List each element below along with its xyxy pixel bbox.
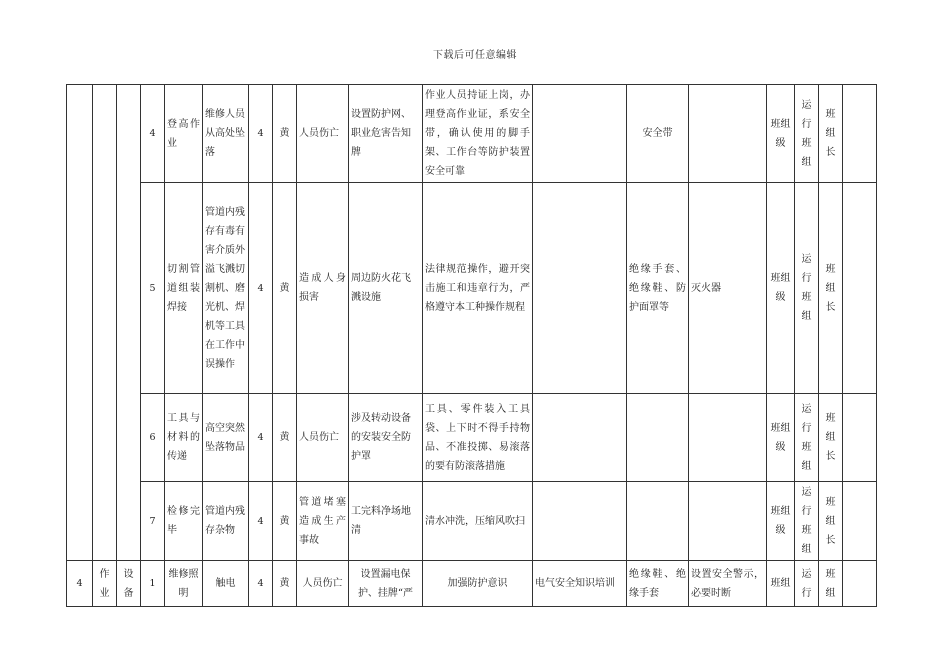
cell-level-control: 班组 <box>767 561 795 607</box>
cell-emergency: 灭火器 <box>689 183 767 394</box>
cell-management: 作业人员持证上岗，办理登高作业证，系安全带，确认使用的脚手架、工作台等防护装置安全可靠 <box>423 85 533 183</box>
cell-step: 工具与材料的传递 <box>165 394 203 482</box>
cell-color: 黄 <box>273 561 297 607</box>
table-row <box>67 394 877 482</box>
cell-category: 作业 <box>93 561 117 607</box>
cell-engineering: 设置防护网、职业危害告知牌 <box>349 85 423 183</box>
cell-consequence: 人员伤亡 <box>297 85 349 183</box>
cell-ppe <box>627 482 689 561</box>
cell-hazard: 管道内残存有毒有害介质外溢飞溅切割机、磨光机、焊机等工具在工作中误操作 <box>203 183 249 394</box>
cell-dept: 运行班组 <box>795 183 819 394</box>
cell-hazard: 高空突然坠落物品 <box>203 394 249 482</box>
cell-consequence: 人员伤亡 <box>297 561 349 607</box>
cell-category-continued <box>93 85 117 561</box>
cell-color: 黄 <box>273 183 297 394</box>
cell-person: 班组 <box>819 561 843 607</box>
cell-seq: 4 <box>67 561 93 607</box>
cell-level-control: 班组级 <box>767 183 795 394</box>
cell-object: 设备 <box>117 561 141 607</box>
cell-ppe: 绝缘手套、绝缘鞋、防护面罩等 <box>627 183 689 394</box>
cell-step: 检修完毕 <box>165 482 203 561</box>
cell-training: 电气安全知识培训 <box>533 561 627 607</box>
cell-training <box>533 482 627 561</box>
cell-engineering: 周边防火花飞溅设施 <box>349 183 423 394</box>
cell-dept: 运行班组 <box>795 482 819 561</box>
cell-step: 切割管道组装焊接 <box>165 183 203 394</box>
cell-dept: 运行班组 <box>795 394 819 482</box>
table-row <box>67 85 877 183</box>
cell-no: 5 <box>141 183 165 394</box>
cell-management: 法律规范操作，避开突击施工和违章行为，严格遵守本工种操作规程 <box>423 183 533 394</box>
cell-emergency <box>689 85 767 183</box>
cell-emergency <box>689 482 767 561</box>
cell-blank <box>843 561 877 607</box>
cell-object-continued <box>117 85 141 561</box>
cell-engineering: 工完料净场地清 <box>349 482 423 561</box>
cell-emergency <box>689 394 767 482</box>
cell-training <box>533 183 627 394</box>
cell-training <box>533 85 627 183</box>
cell-training <box>533 394 627 482</box>
cell-blank <box>843 85 877 183</box>
cell-color: 黄 <box>273 482 297 561</box>
hazard-control-table <box>66 84 877 607</box>
cell-emergency: 设置安全警示，必要时断 <box>689 561 767 607</box>
cell-consequence: 造成人身损害 <box>297 183 349 394</box>
cell-dept: 运行班组 <box>795 85 819 183</box>
cell-level: 4 <box>249 482 273 561</box>
cell-blank <box>843 482 877 561</box>
cell-blank <box>843 394 877 482</box>
cell-consequence: 人员伤亡 <box>297 394 349 482</box>
cell-person: 班组长 <box>819 482 843 561</box>
cell-person: 班组长 <box>819 85 843 183</box>
table-row <box>67 561 877 607</box>
cell-blank <box>843 183 877 394</box>
cell-level: 4 <box>249 561 273 607</box>
cell-no: 7 <box>141 482 165 561</box>
cell-engineering: 涉及转动设备的安装安全防护罩 <box>349 394 423 482</box>
cell-no: 6 <box>141 394 165 482</box>
cell-level-control: 班组级 <box>767 482 795 561</box>
cell-color: 黄 <box>273 85 297 183</box>
cell-person: 班组长 <box>819 394 843 482</box>
cell-level-control: 班组级 <box>767 394 795 482</box>
hazard-table-container <box>66 84 876 599</box>
cell-hazard: 触电 <box>203 561 249 607</box>
cell-no: 1 <box>141 561 165 607</box>
cell-person: 班组长 <box>819 183 843 394</box>
cell-hazard: 管道内残存杂物 <box>203 482 249 561</box>
cell-ppe <box>627 394 689 482</box>
cell-ppe: 安全带 <box>627 85 689 183</box>
cell-color: 黄 <box>273 394 297 482</box>
cell-step: 维修照明 <box>165 561 203 607</box>
cell-ppe: 绝缘鞋、绝缘手套 <box>627 561 689 607</box>
cell-level-control: 班组级 <box>767 85 795 183</box>
cell-engineering: 设置漏电保护、挂牌“严 <box>349 561 423 607</box>
cell-dept: 运行 <box>795 561 819 607</box>
table-row <box>67 482 877 561</box>
cell-management: 工具、零件装入工具袋、上下时不得手持物品、不准投掷、易滚落的要有防滚落措施 <box>423 394 533 482</box>
table-row <box>67 183 877 394</box>
cell-step: 登高作业 <box>165 85 203 183</box>
cell-no: 4 <box>141 85 165 183</box>
cell-level: 4 <box>249 85 273 183</box>
cell-level: 4 <box>249 394 273 482</box>
page-header: 下载后可任意编辑 <box>433 50 517 61</box>
cell-hazard: 维修人员从高处坠落 <box>203 85 249 183</box>
cell-level: 4 <box>249 183 273 394</box>
cell-consequence: 管道堵塞造成生产事故 <box>297 482 349 561</box>
cell-management: 清水冲洗，压缩风吹扫 <box>423 482 533 561</box>
cell-seq-continued <box>67 85 93 561</box>
cell-management: 加强防护意识 <box>423 561 533 607</box>
